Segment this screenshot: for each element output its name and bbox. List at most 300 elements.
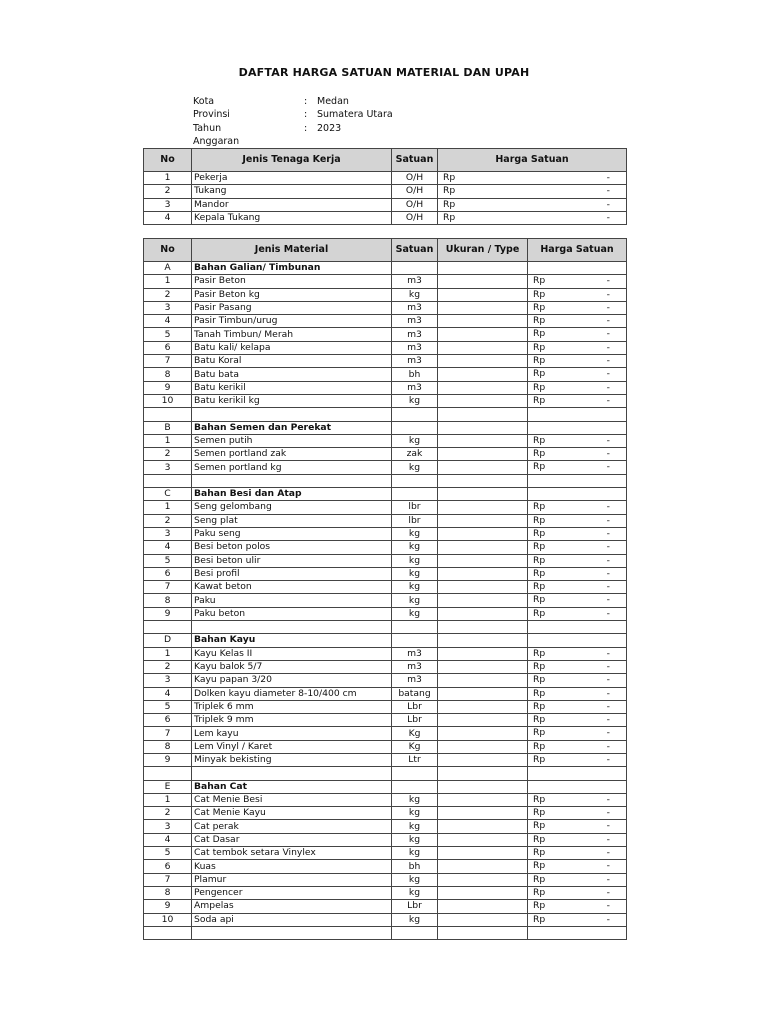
currency-label: Rp	[533, 381, 546, 393]
unit-cell: lbr	[392, 501, 438, 514]
spacer-row	[144, 926, 627, 939]
section-title: Bahan Kayu	[192, 634, 392, 647]
currency-label: Rp	[533, 594, 546, 606]
price-value: -	[606, 514, 610, 526]
row-number: 6	[144, 714, 192, 727]
row-number: 1	[144, 172, 192, 185]
currency-label: Rp	[533, 660, 546, 672]
material-name: Paku	[192, 594, 392, 607]
table-row	[144, 514, 627, 527]
col-header-jenis-tenaga-kerja: Jenis Tenaga Kerja	[192, 149, 392, 172]
currency-label: Rp	[533, 740, 546, 752]
currency-label: Rp	[533, 301, 546, 313]
material-name: Kayu Kelas II	[192, 647, 392, 660]
table-row	[144, 674, 627, 687]
price-cell	[528, 753, 627, 766]
price-cell	[528, 448, 627, 461]
section-title: Bahan Cat	[192, 780, 392, 793]
size-type-cell	[438, 873, 528, 886]
price-cell	[528, 820, 627, 833]
size-type-cell	[438, 368, 528, 381]
currency-label: Rp	[533, 873, 546, 885]
material-name: Dolken kayu diameter 8-10/400 cm	[192, 687, 392, 700]
price-value: -	[606, 315, 610, 327]
table-row	[144, 355, 627, 368]
unit-cell: kg	[392, 793, 438, 806]
material-name: Pasir Beton	[192, 275, 392, 288]
currency-label: Rp	[533, 541, 546, 553]
price-cell	[528, 328, 627, 341]
price-cell	[528, 541, 627, 554]
empty-cell	[392, 634, 438, 647]
currency-label: Rp	[533, 687, 546, 699]
price-value: -	[606, 700, 610, 712]
unit-cell: O/H	[392, 198, 438, 211]
material-name: Paku beton	[192, 607, 392, 620]
unit-cell: m3	[392, 301, 438, 314]
empty-cell	[144, 767, 192, 780]
empty-cell	[438, 408, 528, 421]
material-name: Cat perak	[192, 820, 392, 833]
empty-cell	[392, 262, 438, 275]
row-number: 2	[144, 448, 192, 461]
row-number: 3	[144, 674, 192, 687]
material-name: Lem Vinyl / Karet	[192, 740, 392, 753]
row-number: 8	[144, 886, 192, 899]
currency-label: Rp	[533, 860, 546, 872]
material-name: Cat Menie Besi	[192, 793, 392, 806]
price-value: -	[606, 381, 610, 393]
spacer-row	[144, 408, 627, 421]
price-cell	[528, 581, 627, 594]
unit-cell: m3	[392, 647, 438, 660]
unit-cell: Lbr	[392, 900, 438, 913]
table-row	[144, 727, 627, 740]
row-number: 5	[144, 700, 192, 713]
price-cell	[528, 793, 627, 806]
unit-cell: kg	[392, 820, 438, 833]
table-row	[144, 660, 627, 673]
unit-cell: O/H	[392, 185, 438, 198]
table-row	[144, 341, 627, 354]
col-header-no: No	[144, 239, 192, 262]
empty-cell	[392, 621, 438, 634]
table-row	[144, 394, 627, 407]
row-number: 9	[144, 381, 192, 394]
size-type-cell	[438, 714, 528, 727]
empty-cell	[192, 767, 392, 780]
section-code: E	[144, 780, 192, 793]
spacer-row	[144, 474, 627, 487]
table-row	[144, 185, 627, 198]
row-number: 9	[144, 900, 192, 913]
unit-cell: m3	[392, 674, 438, 687]
row-number: 1	[144, 501, 192, 514]
price-cell	[528, 368, 627, 381]
row-number: 1	[144, 275, 192, 288]
col-header-harga-satuan: Harga Satuan	[438, 149, 627, 172]
currency-label: Rp	[533, 328, 546, 340]
table-row	[144, 554, 627, 567]
currency-label: Rp	[533, 368, 546, 380]
empty-cell	[528, 780, 627, 793]
price-cell	[528, 554, 627, 567]
price-value: -	[606, 886, 610, 898]
material-name: Kawat beton	[192, 581, 392, 594]
size-type-cell	[438, 501, 528, 514]
table-row	[144, 501, 627, 514]
unit-cell: kg	[392, 847, 438, 860]
price-cell	[528, 567, 627, 580]
col-header-satuan: Satuan	[392, 239, 438, 262]
row-number: 6	[144, 341, 192, 354]
unit-cell: O/H	[392, 172, 438, 185]
size-type-cell	[438, 594, 528, 607]
table-row	[144, 700, 627, 713]
currency-label: Rp	[443, 185, 456, 197]
size-type-cell	[438, 567, 528, 580]
material-name: Plamur	[192, 873, 392, 886]
table-row	[144, 807, 627, 820]
row-number: 2	[144, 185, 192, 198]
material-name: Soda api	[192, 913, 392, 926]
row-number: 2	[144, 514, 192, 527]
empty-cell	[144, 621, 192, 634]
row-number: 4	[144, 315, 192, 328]
size-type-cell	[438, 541, 528, 554]
size-type-cell	[438, 355, 528, 368]
size-type-cell	[438, 448, 528, 461]
price-cell	[528, 847, 627, 860]
material-name: Pasir Pasang	[192, 301, 392, 314]
material-name: Pasir Timbun/urug	[192, 315, 392, 328]
unit-cell: bh	[392, 860, 438, 873]
row-number: 6	[144, 860, 192, 873]
material-name: Besi beton ulir	[192, 554, 392, 567]
meta-value: Sumatera Utara	[317, 109, 393, 121]
table-row	[144, 368, 627, 381]
price-cell	[528, 527, 627, 540]
price-cell	[528, 275, 627, 288]
price-value: -	[606, 355, 610, 367]
price-value: -	[606, 900, 610, 912]
empty-cell	[192, 474, 392, 487]
currency-label: Rp	[533, 355, 546, 367]
size-type-cell	[438, 820, 528, 833]
material-name: Kayu balok 5/7	[192, 660, 392, 673]
price-value: -	[606, 647, 610, 659]
meta-label: Tahun Anggaran	[193, 122, 240, 147]
price-cell	[528, 355, 627, 368]
price-value: -	[606, 554, 610, 566]
unit-cell: kg	[392, 541, 438, 554]
row-number: 5	[144, 328, 192, 341]
unit-cell: kg	[392, 873, 438, 886]
currency-label: Rp	[533, 647, 546, 659]
section-header-row	[144, 421, 627, 434]
price-value: -	[606, 847, 610, 859]
row-number: 8	[144, 594, 192, 607]
row-number: 3	[144, 820, 192, 833]
section-header-row	[144, 262, 627, 275]
material-name: Besi profil	[192, 567, 392, 580]
price-value: -	[606, 448, 610, 460]
table-row	[144, 448, 627, 461]
empty-cell	[392, 474, 438, 487]
empty-cell	[392, 780, 438, 793]
row-number: 4	[144, 211, 192, 224]
price-cell	[528, 594, 627, 607]
table-row	[144, 873, 627, 886]
row-number: 7	[144, 727, 192, 740]
price-value: -	[606, 328, 610, 340]
size-type-cell	[438, 740, 528, 753]
row-number: 9	[144, 607, 192, 620]
empty-cell	[392, 767, 438, 780]
material-name: Kayu papan 3/20	[192, 674, 392, 687]
price-cell	[528, 700, 627, 713]
row-number: 3	[144, 461, 192, 474]
price-cell	[528, 647, 627, 660]
empty-cell	[392, 488, 438, 501]
currency-label: Rp	[533, 554, 546, 566]
unit-cell: kg	[392, 567, 438, 580]
size-type-cell	[438, 647, 528, 660]
price-value: -	[606, 301, 610, 313]
row-number: 7	[144, 873, 192, 886]
row-number: 1	[144, 793, 192, 806]
price-cell	[528, 873, 627, 886]
price-value: -	[606, 288, 610, 300]
price-value: -	[606, 275, 610, 287]
size-type-cell	[438, 660, 528, 673]
unit-cell: m3	[392, 315, 438, 328]
meta-separator: :	[304, 96, 308, 107]
currency-label: Rp	[533, 288, 546, 300]
table-row	[144, 753, 627, 766]
price-cell	[528, 288, 627, 301]
empty-cell	[144, 408, 192, 421]
labor-table-header	[144, 149, 627, 172]
row-number: 3	[144, 527, 192, 540]
price-cell	[528, 514, 627, 527]
price-value: -	[606, 172, 610, 183]
price-value: -	[606, 660, 610, 672]
empty-cell	[438, 634, 528, 647]
size-type-cell	[438, 434, 528, 447]
table-row	[144, 461, 627, 474]
empty-cell	[438, 474, 528, 487]
material-name: Triplek 9 mm	[192, 714, 392, 727]
price-value: -	[606, 541, 610, 553]
empty-cell	[528, 488, 627, 501]
row-number: 9	[144, 753, 192, 766]
price-value: -	[606, 501, 610, 513]
empty-cell	[144, 474, 192, 487]
row-number: 10	[144, 394, 192, 407]
material-name: Batu kali/ kelapa	[192, 341, 392, 354]
size-type-cell	[438, 554, 528, 567]
price-cell	[528, 607, 627, 620]
empty-cell	[528, 474, 627, 487]
empty-cell	[528, 408, 627, 421]
unit-cell: lbr	[392, 514, 438, 527]
price-cell	[438, 198, 627, 211]
empty-cell	[192, 621, 392, 634]
currency-label: Rp	[533, 700, 546, 712]
empty-cell	[192, 926, 392, 939]
size-type-cell	[438, 381, 528, 394]
size-type-cell	[438, 860, 528, 873]
currency-label: Rp	[533, 714, 546, 726]
empty-cell	[528, 926, 627, 939]
price-cell	[528, 315, 627, 328]
unit-cell: Kg	[392, 727, 438, 740]
col-header-ukuran-type: Ukuran / Type	[438, 239, 528, 262]
col-header-satuan: Satuan	[392, 149, 438, 172]
price-value: -	[606, 753, 610, 765]
table-row	[144, 328, 627, 341]
currency-label: Rp	[533, 461, 546, 473]
currency-label: Rp	[533, 341, 546, 353]
row-number: 10	[144, 913, 192, 926]
unit-cell: batang	[392, 687, 438, 700]
currency-label: Rp	[533, 820, 546, 832]
row-number: 7	[144, 355, 192, 368]
unit-cell: m3	[392, 341, 438, 354]
price-cell	[438, 185, 627, 198]
size-type-cell	[438, 581, 528, 594]
meta-label: Provinsi	[193, 109, 230, 121]
price-value: -	[606, 581, 610, 593]
currency-label: Rp	[443, 211, 456, 223]
price-value: -	[606, 860, 610, 872]
table-row	[144, 833, 627, 846]
table-row	[144, 541, 627, 554]
unit-cell: kg	[392, 434, 438, 447]
size-type-cell	[438, 288, 528, 301]
unit-cell: zak	[392, 448, 438, 461]
unit-cell: Lbr	[392, 714, 438, 727]
col-header-harga-satuan: Harga Satuan	[528, 239, 627, 262]
section-code: B	[144, 421, 192, 434]
size-type-cell	[438, 394, 528, 407]
material-name: Triplek 6 mm	[192, 700, 392, 713]
size-type-cell	[438, 833, 528, 846]
currency-label: Rp	[533, 501, 546, 513]
unit-cell: kg	[392, 833, 438, 846]
table-row	[144, 913, 627, 926]
row-number: 3	[144, 198, 192, 211]
unit-cell: m3	[392, 355, 438, 368]
empty-cell	[528, 767, 627, 780]
table-row	[144, 567, 627, 580]
col-header-no: No	[144, 149, 192, 172]
material-name: Besi beton polos	[192, 541, 392, 554]
material-name: Batu Koral	[192, 355, 392, 368]
unit-cell: kg	[392, 607, 438, 620]
row-number: 4	[144, 541, 192, 554]
labor-name: Tukang	[192, 185, 392, 198]
row-number: 4	[144, 687, 192, 700]
price-cell	[528, 394, 627, 407]
labor-name: Kepala Tukang	[192, 211, 392, 224]
currency-label: Rp	[533, 793, 546, 805]
currency-label: Rp	[533, 913, 546, 925]
currency-label: Rp	[533, 315, 546, 327]
price-value: -	[606, 913, 610, 925]
price-cell	[528, 913, 627, 926]
unit-cell: m3	[392, 275, 438, 288]
price-value: -	[606, 461, 610, 473]
material-name: Kuas	[192, 860, 392, 873]
table-row	[144, 847, 627, 860]
price-cell	[528, 341, 627, 354]
labor-name: Pekerja	[192, 172, 392, 185]
unit-cell: Kg	[392, 740, 438, 753]
unit-cell: kg	[392, 594, 438, 607]
currency-label: Rp	[533, 900, 546, 912]
price-value: -	[606, 674, 610, 686]
size-type-cell	[438, 315, 528, 328]
empty-cell	[438, 767, 528, 780]
unit-cell: Lbr	[392, 700, 438, 713]
material-table	[143, 238, 627, 940]
table-row	[144, 211, 627, 224]
currency-label: Rp	[533, 833, 546, 845]
price-value: -	[606, 434, 610, 446]
currency-label: Rp	[533, 448, 546, 460]
row-number: 1	[144, 647, 192, 660]
table-row	[144, 275, 627, 288]
currency-label: Rp	[533, 567, 546, 579]
currency-label: Rp	[533, 527, 546, 539]
meta-label: Kota	[193, 96, 215, 107]
material-name: Tanah Timbun/ Merah	[192, 328, 392, 341]
section-header-row	[144, 488, 627, 501]
col-header-jenis-material: Jenis Material	[192, 239, 392, 262]
empty-cell	[144, 926, 192, 939]
section-code: C	[144, 488, 192, 501]
table-row	[144, 381, 627, 394]
unit-cell: Ltr	[392, 753, 438, 766]
unit-cell: m3	[392, 660, 438, 673]
price-cell	[528, 833, 627, 846]
size-type-cell	[438, 341, 528, 354]
size-type-cell	[438, 674, 528, 687]
section-header-row	[144, 634, 627, 647]
material-name: Batu kerikil	[192, 381, 392, 394]
price-cell	[528, 886, 627, 899]
price-cell	[528, 860, 627, 873]
size-type-cell	[438, 847, 528, 860]
section-title: Bahan Galian/ Timbunan	[192, 262, 392, 275]
price-cell	[438, 211, 627, 224]
table-row	[144, 581, 627, 594]
meta-separator: :	[304, 109, 308, 121]
material-name: Seng gelombang	[192, 501, 392, 514]
table-row	[144, 714, 627, 727]
unit-cell: kg	[392, 886, 438, 899]
material-table-header	[144, 239, 627, 262]
currency-label: Rp	[533, 727, 546, 739]
table-row	[144, 288, 627, 301]
price-cell	[528, 807, 627, 820]
empty-cell	[438, 421, 528, 434]
size-type-cell	[438, 607, 528, 620]
meta-value: 2023	[317, 122, 342, 134]
currency-label: Rp	[533, 434, 546, 446]
